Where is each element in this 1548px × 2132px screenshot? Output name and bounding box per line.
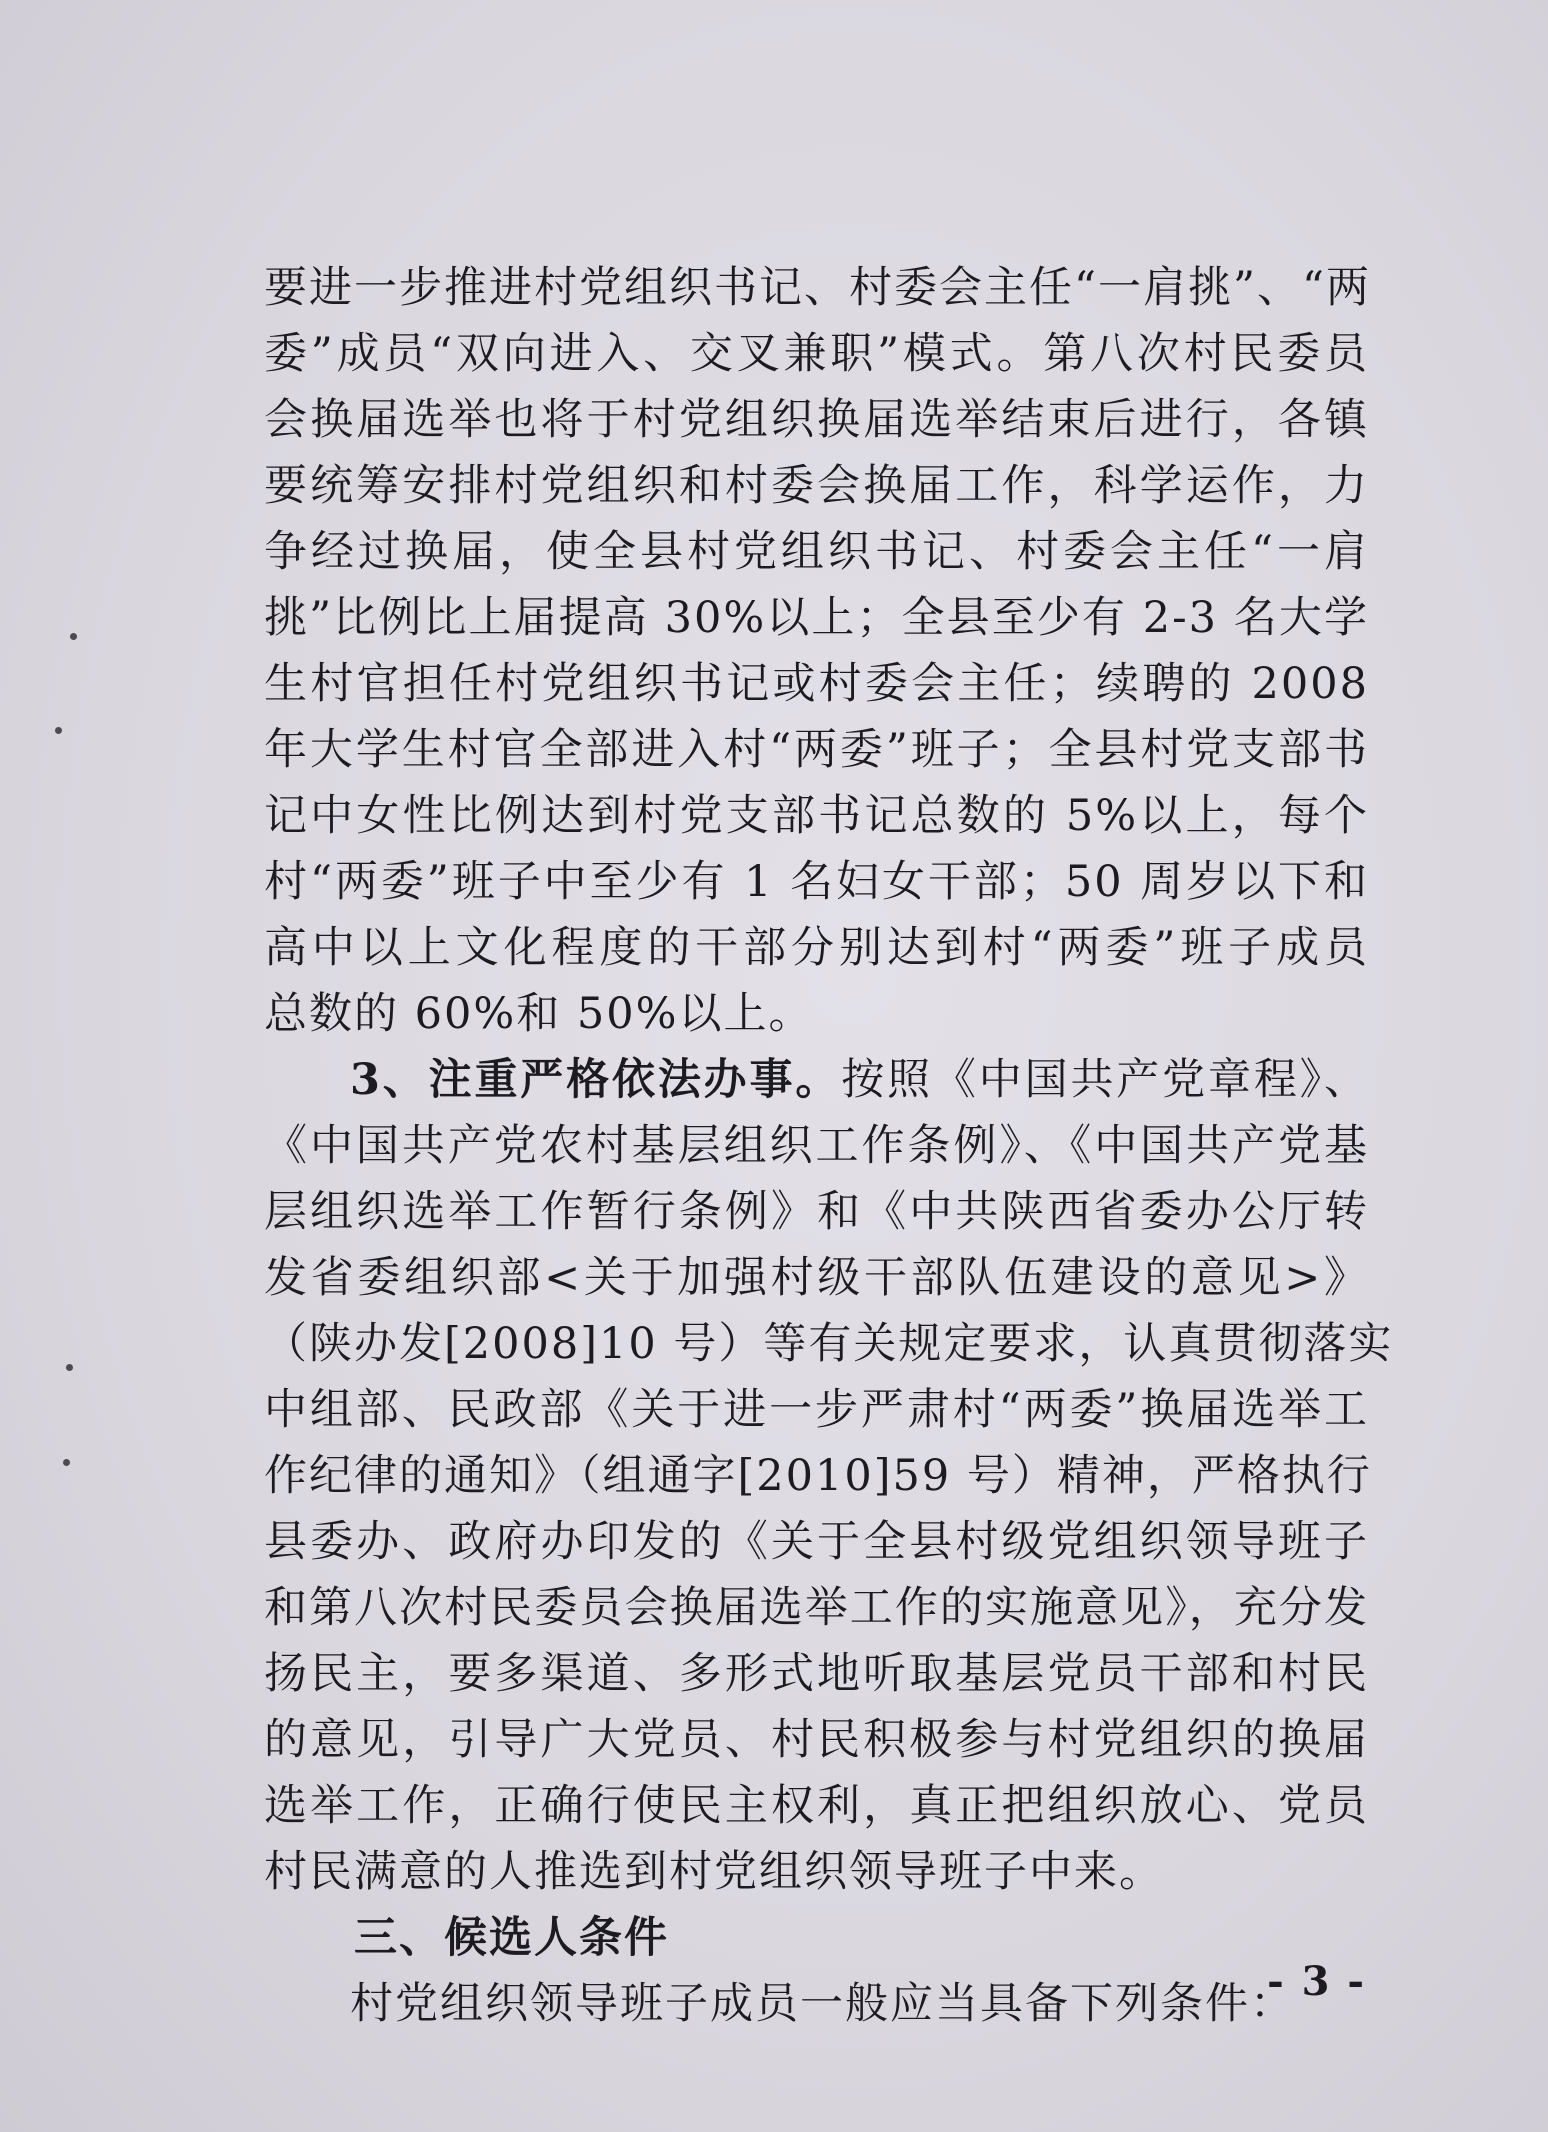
binder-hole bbox=[55, 727, 62, 734]
text-line: 记中女性比例达到村党支部书记总数的 5%以上，每个 bbox=[264, 791, 1369, 841]
text-line: 和第八次村民委员会换届选举工作的实施意见》，充分发 bbox=[264, 1583, 1369, 1633]
text-line: 委”成员“双向进入、交叉兼职”模式。第八次村民委员 bbox=[264, 329, 1369, 379]
text-line: 发省委组织部<关于加强村级干部队伍建设的意见>》 bbox=[264, 1253, 1369, 1303]
binder-hole bbox=[63, 1459, 70, 1466]
text-line: 争经过换届，使全县村党组织书记、村委会主任“一肩 bbox=[264, 527, 1369, 577]
text-line: 选举工作，正确行使民主权利，真正把组织放心、党员 bbox=[264, 1781, 1369, 1831]
text-line: 村民满意的人推选到村党组织领导班子中来。 bbox=[264, 1847, 1164, 1897]
paragraph-3-first-line bbox=[264, 1047, 1369, 1113]
text-line: 《中国共产党农村基层组织工作条例》、《中国共产党基 bbox=[264, 1121, 1369, 1171]
text-line: 生村官担任村党组织书记或村委会主任；续聘的 2008 bbox=[264, 659, 1369, 709]
text-line: 扬民主，要多渠道、多形式地听取基层党员干部和村民 bbox=[264, 1649, 1369, 1699]
paragraph-3-bold-lead: 3、注重严格依法办事。 bbox=[350, 1055, 842, 1105]
text-line: 要统筹安排村党组织和村委会换届工作，科学运作，力 bbox=[264, 461, 1369, 511]
paragraph-3-first-rest: 按照《中国共产党章程》、 bbox=[841, 1055, 1370, 1105]
text-line: 层组织选举工作暂行条例》和《中共陕西省委办公厅转 bbox=[264, 1187, 1369, 1237]
text-line: 中组部、民政部《关于进一步严肃村“两委”换届选举工 bbox=[264, 1385, 1369, 1435]
text-line: 挑”比例比上届提高 30%以上；全县至少有 2-3 名大学 bbox=[264, 593, 1369, 643]
text-line: 会换届选举也将于村党组织换届选举结束后进行，各镇 bbox=[264, 395, 1369, 445]
text-line: 作纪律的通知》（组通字[2010]59 号）精神，严格执行 bbox=[264, 1451, 1372, 1501]
text-line: 总数的 60%和 50%以上。 bbox=[264, 989, 814, 1039]
text-line: （陕办发[2008]10 号）等有关规定要求，认真贯彻落实 bbox=[264, 1319, 1394, 1369]
binder-hole bbox=[66, 1364, 73, 1371]
text-line: 高中以上文化程度的干部分别达到村“两委”班子成员 bbox=[264, 923, 1369, 973]
text-line: 要进一步推进村党组织书记、村委会主任“一肩挑”、“两 bbox=[264, 263, 1371, 313]
text-line: 县委办、政府办印发的《关于全县村级党组织领导班子 bbox=[264, 1517, 1369, 1567]
body-text bbox=[264, 255, 1394, 2037]
text-line: 村“两委”班子中至少有 1 名妇女干部；50 周岁以下和 bbox=[264, 857, 1369, 907]
binder-hole bbox=[70, 633, 77, 640]
section-heading: 三、候选人条件 bbox=[354, 1913, 669, 1963]
text-line: 的意见，引导广大党员、村民积极参与村党组织的换届 bbox=[264, 1715, 1369, 1765]
text-line: 年大学生村官全部进入村“两委”班子；全县村党支部书 bbox=[264, 725, 1369, 775]
page-number: - 3 - bbox=[1267, 1958, 1366, 2005]
section-intro: 村党组织领导班子成员一般应当具备下列条件： bbox=[350, 1979, 1295, 2029]
